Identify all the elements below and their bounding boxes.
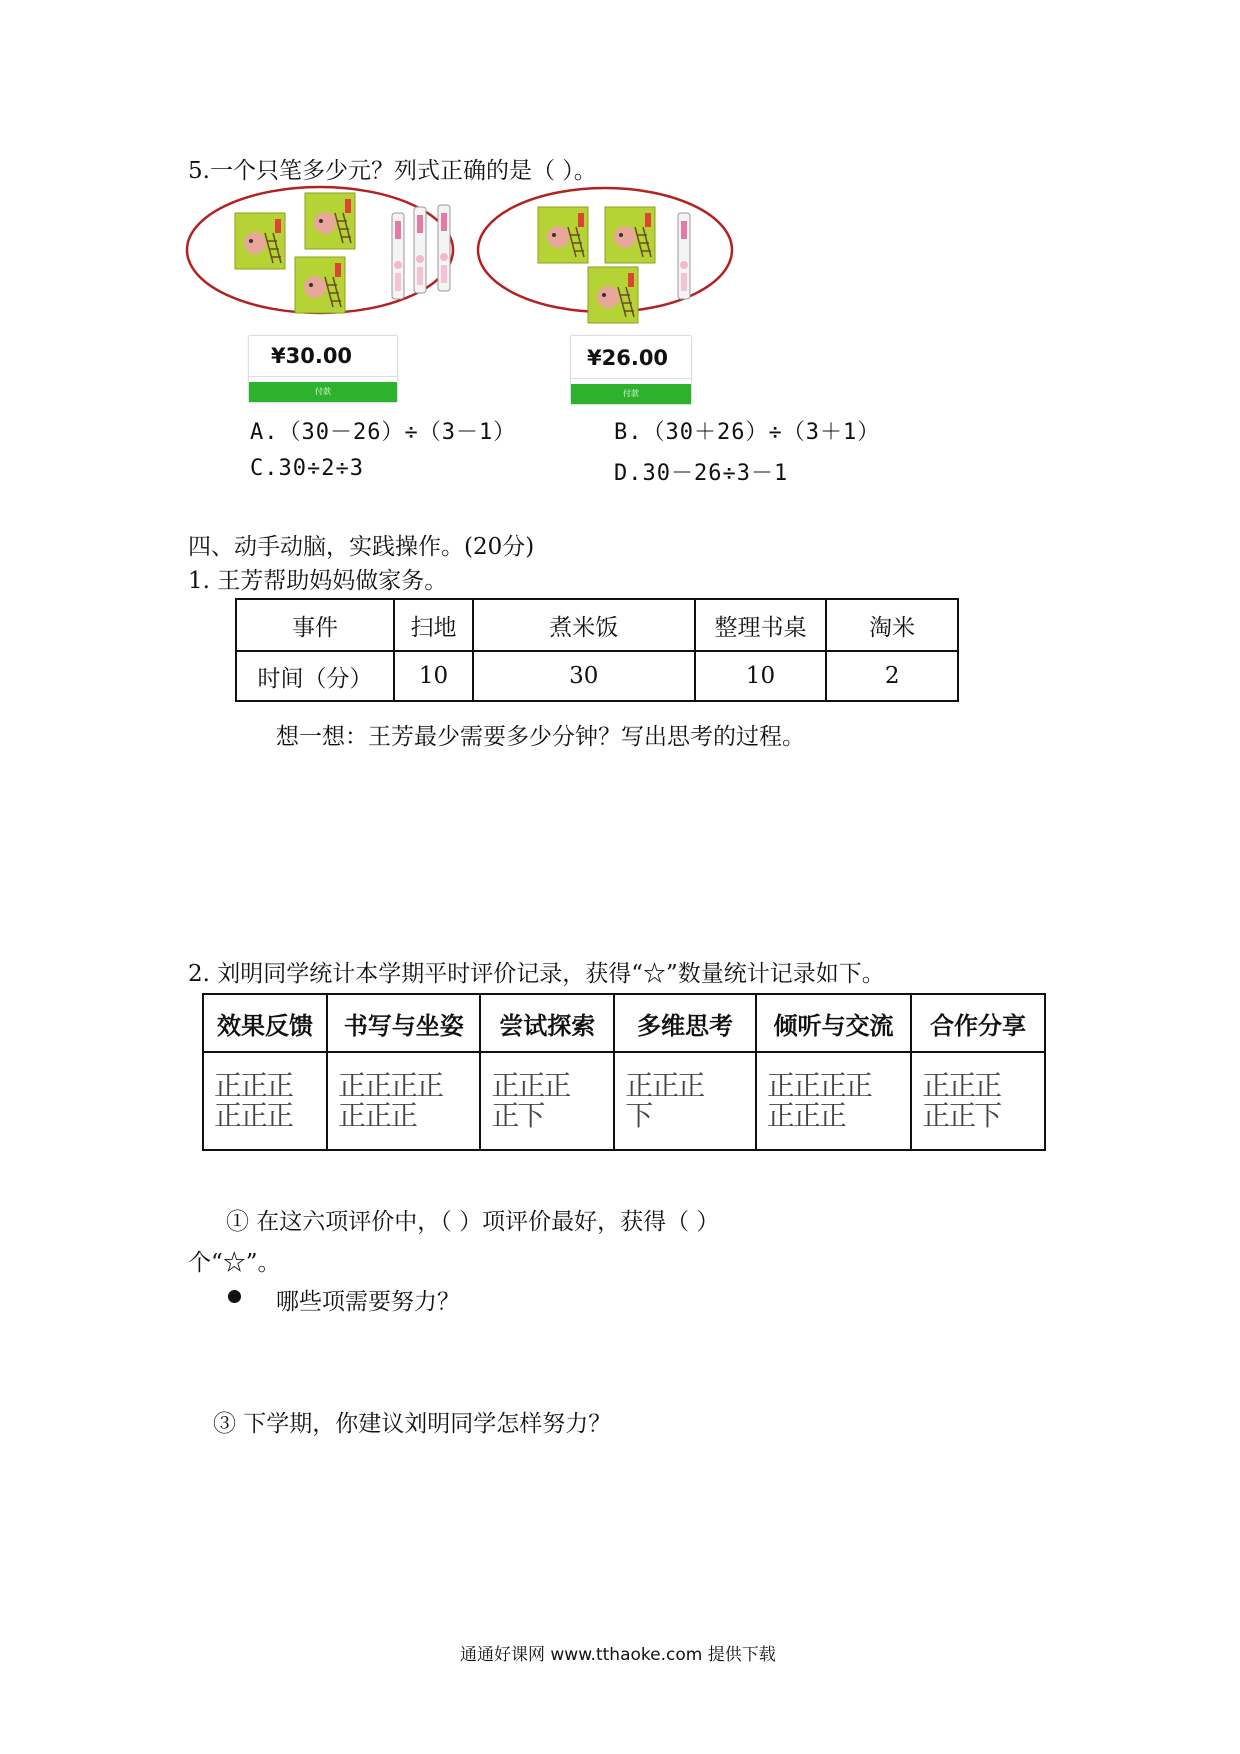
- table-cell: 事件: [236, 599, 394, 651]
- option-d: D.30－26÷3－1: [614, 461, 789, 486]
- q1-title: 1. 王芳帮助妈妈做家务。: [188, 568, 448, 594]
- table-cell: 合作分享: [911, 994, 1045, 1052]
- q5-title: 5.一个只笔多少元？列式正确的是（ ）。: [188, 158, 597, 184]
- table-cell: 效果反馈: [203, 994, 327, 1052]
- notebook-icon: [605, 207, 655, 263]
- table-cell: 30: [473, 651, 695, 701]
- section4-title: 四、动手动脑，实践操作。(20分): [188, 534, 535, 560]
- option-b: B.（30＋26）÷（3＋1）: [614, 420, 881, 445]
- tally-cell: 正正正正 正正正: [756, 1052, 911, 1150]
- q5-illustration: [180, 185, 790, 335]
- sub2: 哪些项需要努力？: [276, 1289, 460, 1315]
- tally-cell: 正正正 正下: [480, 1052, 614, 1150]
- table-cell: 淘米: [826, 599, 958, 651]
- table-cell: 书写与坐姿: [327, 994, 480, 1052]
- sub1-line1: ① 在这六项评价中，（ ）项评价最好，获得（ ）: [226, 1209, 720, 1235]
- tally-cell: 正正正 正正正: [203, 1052, 327, 1150]
- pen-icon: [414, 207, 426, 293]
- pen-icon: [392, 213, 404, 299]
- notebook-icon: [538, 207, 588, 263]
- notebook-icon: [295, 257, 345, 313]
- left-price-card: [249, 336, 397, 402]
- table-cell: 10: [394, 651, 473, 701]
- chores-table: [235, 598, 959, 702]
- q1-prompt: 想一想：王芳最少需要多少分钟？写出思考的过程。: [276, 724, 805, 750]
- bullet-icon: [228, 1290, 241, 1303]
- table-cell: 10: [695, 651, 827, 701]
- option-c: C.30÷2÷3: [250, 456, 364, 481]
- table-cell: 煮米饭: [473, 599, 695, 651]
- tally-cell: 正正正 正正下: [911, 1052, 1045, 1150]
- left-price: ¥30.00: [271, 344, 353, 368]
- table-cell: 整理书桌: [695, 599, 827, 651]
- table-row: [236, 599, 958, 651]
- right-price-card: [571, 336, 691, 404]
- table-cell: 多维思考: [614, 994, 756, 1052]
- pay-bar: 付款: [571, 384, 691, 404]
- tally-cell: 正正正 下: [614, 1052, 756, 1150]
- table-cell: 倾听与交流: [756, 994, 911, 1052]
- notebook-icon: [305, 193, 355, 249]
- pay-bar: 付款: [249, 382, 397, 402]
- right-price: ¥26.00: [587, 346, 669, 370]
- pen-icon: [438, 205, 450, 291]
- option-a: A.（30－26）÷（3－1）: [250, 420, 517, 445]
- sub1-line2: 个“☆”。: [188, 1250, 281, 1276]
- q2-title: 2. 刘明同学统计本学期平时评价记录，获得“☆”数量统计记录如下。: [188, 961, 885, 987]
- table-row: [203, 994, 1045, 1052]
- evaluation-table: [202, 993, 1046, 1151]
- notebook-icon: [235, 213, 285, 269]
- table-row: [203, 1052, 1045, 1150]
- table-cell: 扫地: [394, 599, 473, 651]
- notebook-icon: [588, 267, 638, 323]
- table-row: [236, 651, 958, 701]
- footer: 通通好课网 www.tthaoke.com 提供下载: [460, 1645, 776, 1665]
- pen-icon: [678, 213, 690, 299]
- table-cell: 尝试探索: [480, 994, 614, 1052]
- table-cell: 时间（分）: [236, 651, 394, 701]
- table-cell: 2: [826, 651, 958, 701]
- sub3: ③ 下学期，你建议刘明同学怎样努力？: [213, 1411, 612, 1437]
- tally-cell: 正正正正 正正正: [327, 1052, 480, 1150]
